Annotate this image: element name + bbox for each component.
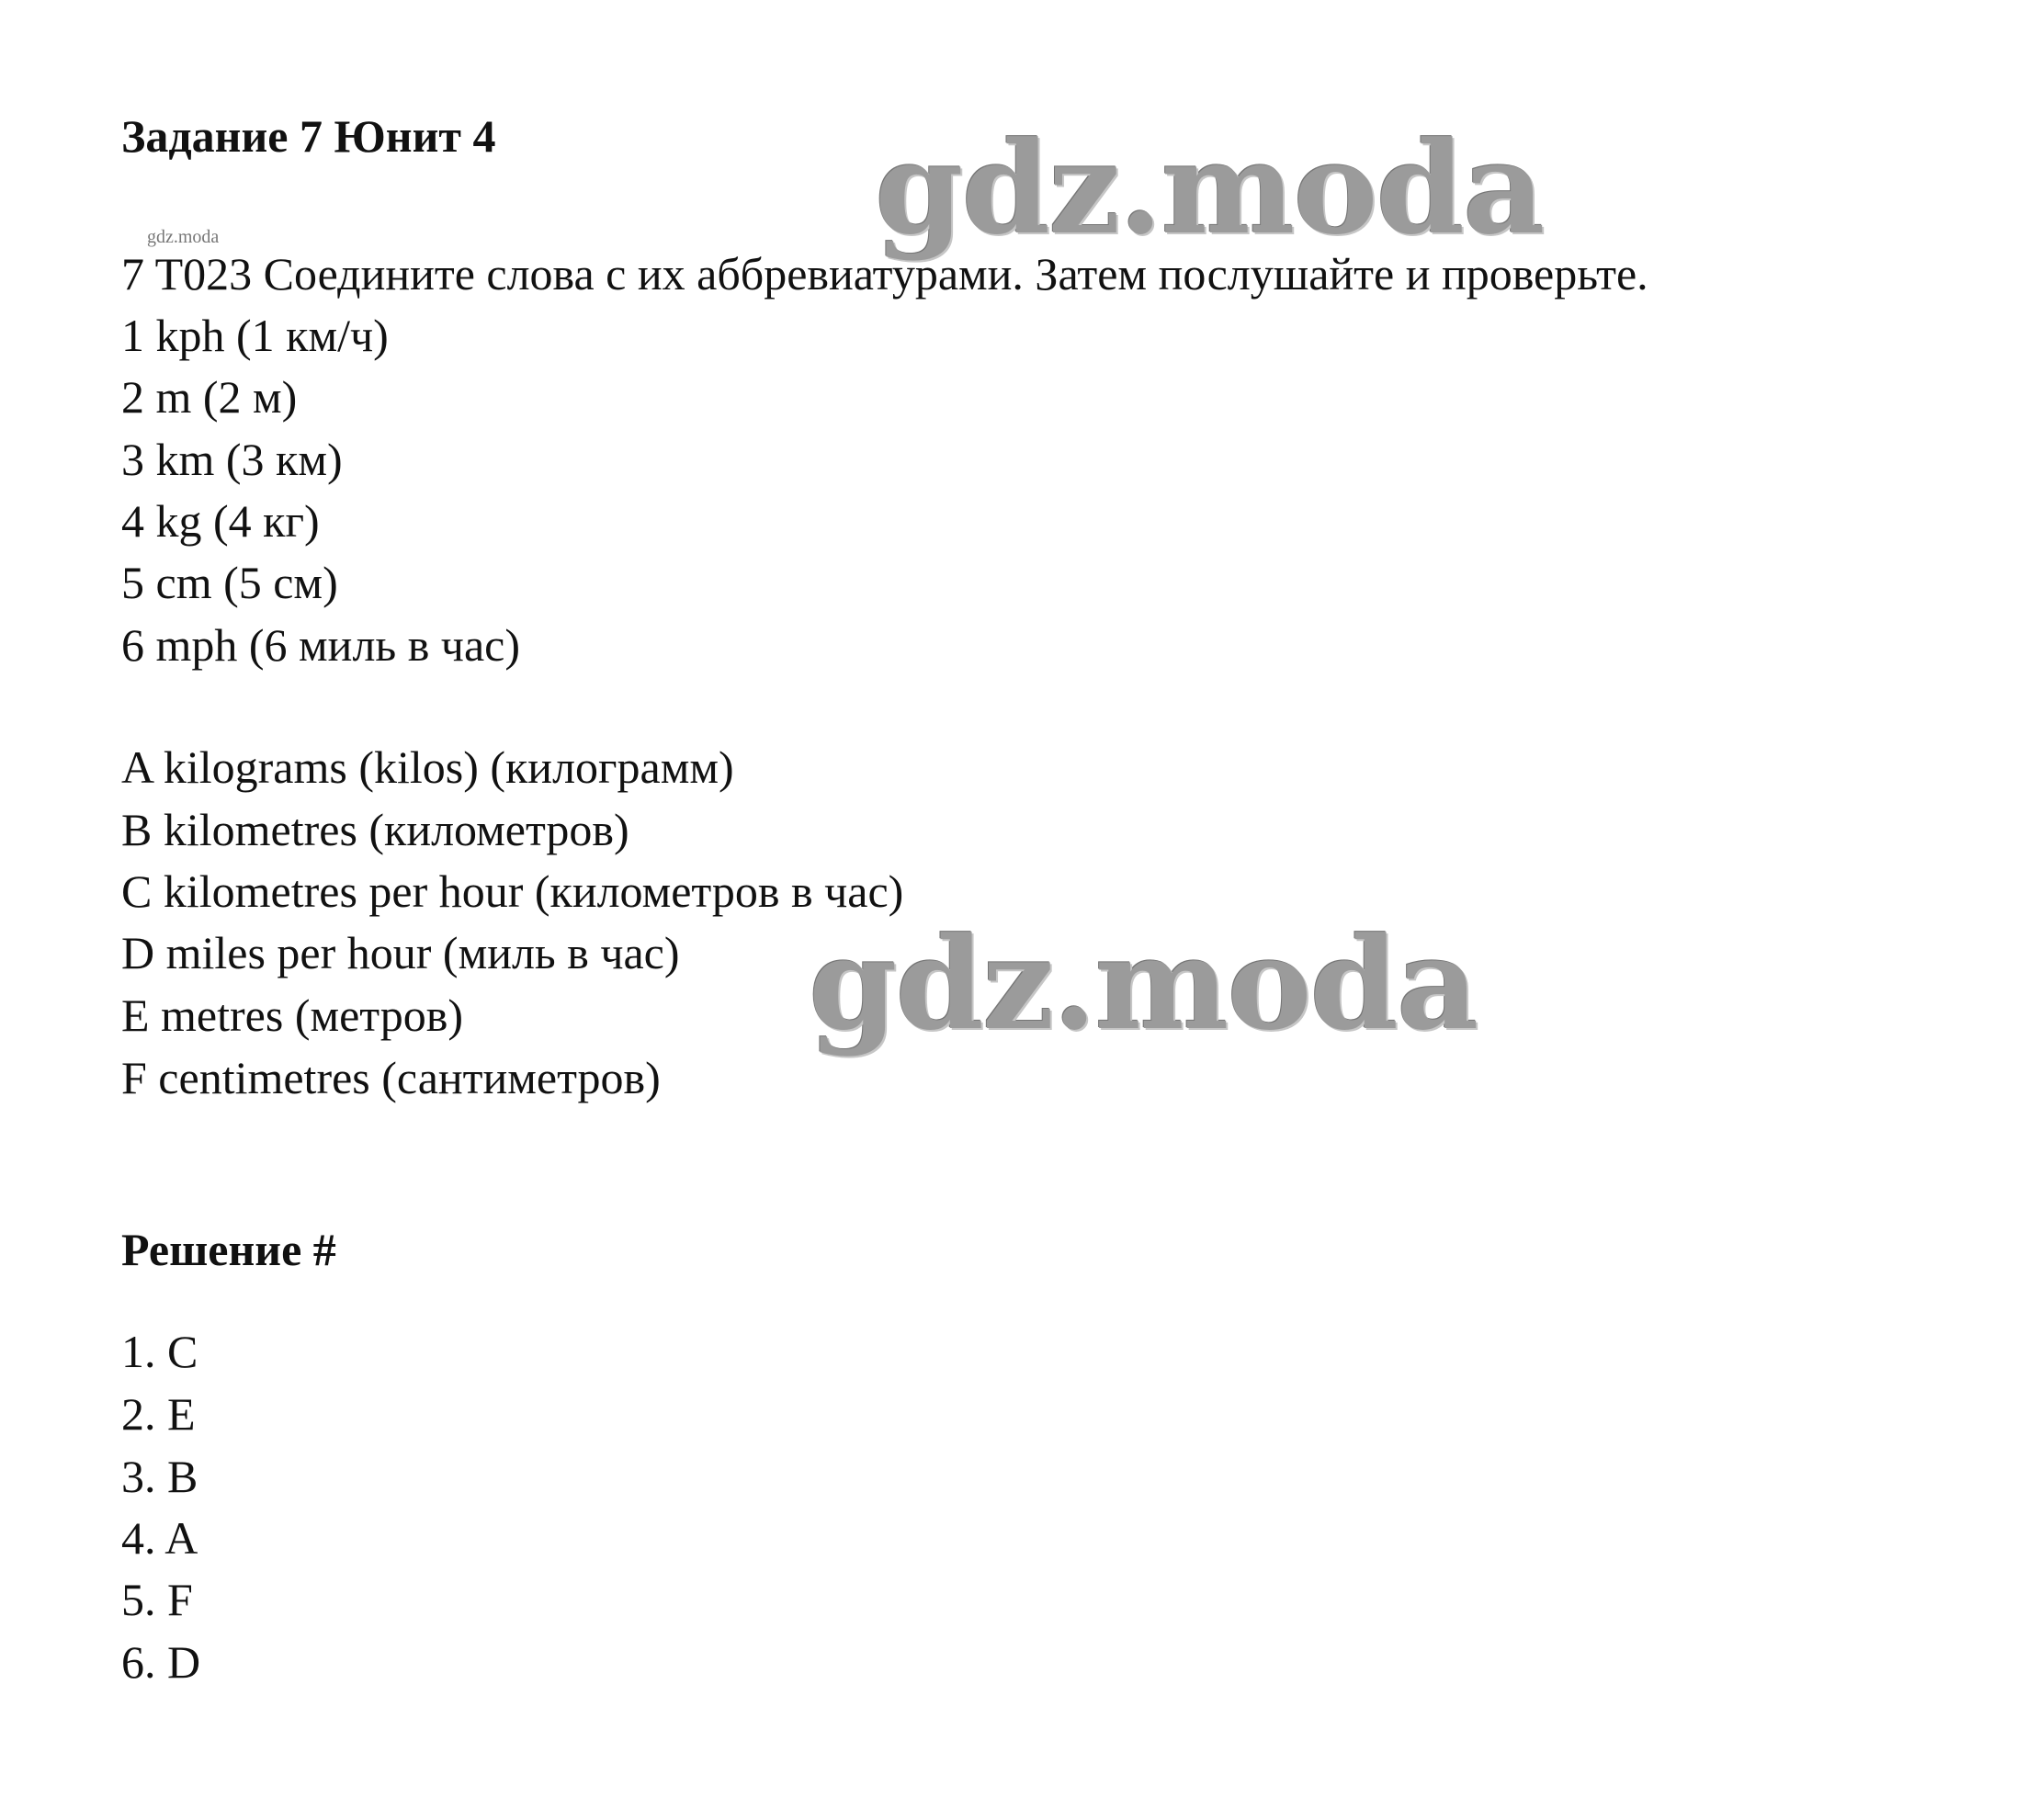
answer-item: 4. A (121, 1512, 198, 1564)
word-item: E metres (метров) (121, 989, 464, 1041)
word-item: D miles per hour (миль в час) (121, 927, 680, 978)
abbreviation-item: 1 kph (1 км/ч) (121, 310, 389, 361)
solution-title: Решение # (121, 1224, 336, 1275)
word-item: B kilometres (километров) (121, 804, 629, 855)
word-item: A kilograms (kilos) (килограмм) (121, 741, 734, 793)
watermark-middle: gdz.moda (809, 909, 1478, 1058)
small-watermark: gdz.moda (147, 227, 220, 247)
answer-item: 1. C (121, 1326, 198, 1377)
answer-item: 5. F (121, 1574, 193, 1625)
answer-item: 3. B (121, 1451, 198, 1502)
task-title: Задание 7 Юнит 4 (121, 110, 496, 162)
instruction-text: 7 T023 Соедините слова с их аббревиатурами. Затем послушайте и проверьте. (121, 248, 1648, 300)
word-item: F centimetres (сантиметров) (121, 1052, 661, 1103)
answer-item: 2. E (121, 1388, 196, 1440)
answer-item: 6. D (121, 1636, 201, 1688)
word-item: C kilometres per hour (километров в час) (121, 865, 904, 917)
abbreviation-item: 6 mph (6 миль в час) (121, 619, 520, 671)
abbreviation-item: 5 cm (5 см) (121, 557, 338, 608)
abbreviation-item: 3 km (3 км) (121, 434, 343, 485)
watermark-top: gdz.moda (875, 113, 1544, 263)
abbreviation-item: 2 m (2 м) (121, 371, 298, 423)
abbreviation-item: 4 kg (4 кг) (121, 495, 320, 547)
